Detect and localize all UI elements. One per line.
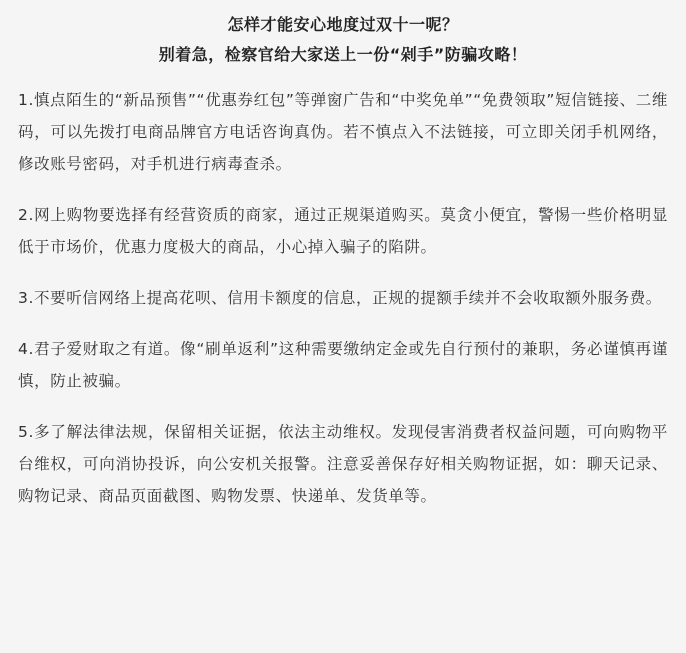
article-heading (18, 10, 668, 70)
heading-subtitle: 别着急，检察官给大家送上一份“剁手”防骗攻略！ (158, 45, 528, 64)
tip-5: 5.多了解法律法规，保留相关证据，依法主动维权。发现侵害消费者权益问题，可向购物平台维权，可向消协投诉，向公安机关报警。注意妥善保存好相关购物证据，如：聊天记录、购物记录、商品页面截图、购物发票、快递单、发货单等。 (18, 423, 668, 505)
heading-question: 怎样才能安心地度过双十一呢？ (227, 15, 459, 34)
tips-list (18, 84, 668, 512)
tip-2: 2.网上购物要选择有经营资质的商家，通过正规渠道购买。莫贪小便宜，警惕一些价格明显低于市场价，优惠力度极大的商品，小心掉入骗子的陷阱。 (18, 206, 668, 256)
tip-4: 4.君子爱财取之有道。像“刷单返利”这种需要缴纳定金或先自行预付的兼职，务必谨慎再谨慎，防止被骗。 (18, 340, 668, 390)
tip-1: 1.慎点陌生的“新品预售”“优惠券红包”等弹窗广告和“中奖免单”“免费领取”短信链接、二维码，可以先拨打电商品牌官方电话咨询真伪。若不慎点入不法链接，可立即关闭手机网络，修改账号密码，对手机进行病毒查杀。 (18, 91, 668, 173)
tip-3: 3.不要听信网络上提高花呗、信用卡额度的信息，正规的提额手续并不会收取额外服务费。 (18, 289, 662, 307)
